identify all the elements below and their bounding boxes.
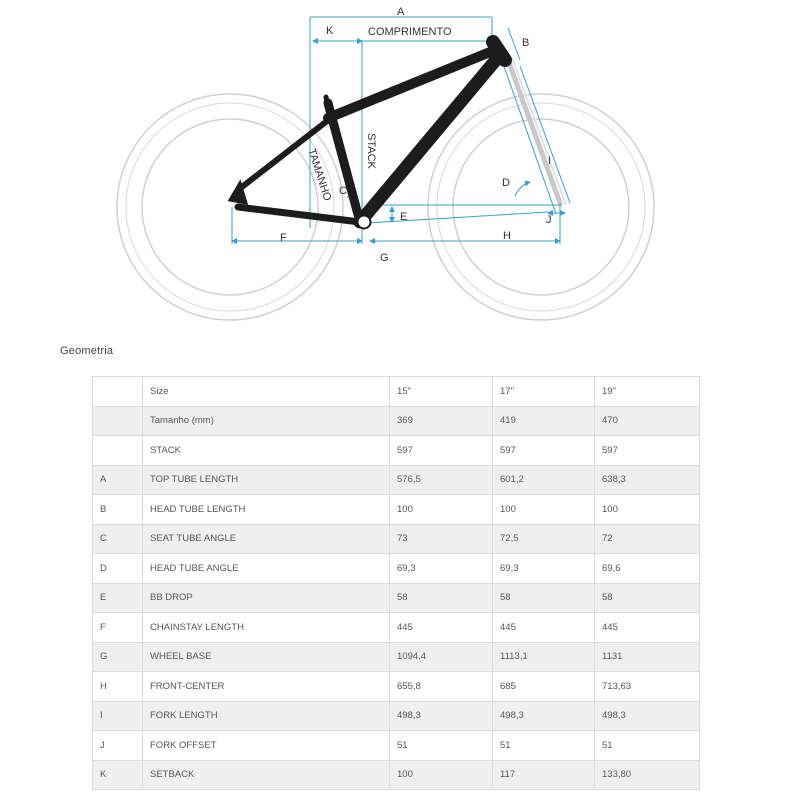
table-cell: B xyxy=(93,495,143,525)
table-cell: 100 xyxy=(595,495,700,525)
table-cell xyxy=(93,436,143,466)
table-cell: 576,5 xyxy=(390,465,493,495)
table-cell: 445 xyxy=(595,613,700,643)
table-cell: 58 xyxy=(390,583,493,613)
table-row xyxy=(93,613,700,643)
table-row xyxy=(93,495,700,525)
table-cell: F xyxy=(93,613,143,643)
table-cell: 69,3 xyxy=(493,554,595,584)
fork xyxy=(508,58,566,205)
table-cell: D xyxy=(93,554,143,584)
table-cell: 498,3 xyxy=(493,701,595,731)
table-cell: SETBACK xyxy=(143,760,390,790)
bottom-bracket xyxy=(358,216,371,229)
table-cell: BB DROP xyxy=(143,583,390,613)
table-header-cell: 19" xyxy=(595,377,700,407)
table-cell: I xyxy=(93,701,143,731)
table-row xyxy=(93,465,700,495)
table-cell: 601,2 xyxy=(493,465,595,495)
table-cell: FORK LENGTH xyxy=(143,701,390,731)
table-cell: 470 xyxy=(595,406,700,436)
table-row xyxy=(93,642,700,672)
rear-wheel xyxy=(117,94,343,320)
table-cell: 117 xyxy=(493,760,595,790)
table-cell xyxy=(93,406,143,436)
table-cell: 685 xyxy=(493,672,595,702)
table-cell: A xyxy=(93,465,143,495)
table-cell: 100 xyxy=(493,495,595,525)
label-f: F xyxy=(280,232,287,244)
bike-geometry-diagram xyxy=(0,0,800,330)
table-cell: 597 xyxy=(595,436,700,466)
table-row xyxy=(93,436,700,466)
table-row xyxy=(93,583,700,613)
table-cell: STACK xyxy=(143,436,390,466)
table-cell: 100 xyxy=(390,495,493,525)
table-header-cell: 15" xyxy=(390,377,493,407)
table-cell: CHAINSTAY LENGTH xyxy=(143,613,390,643)
front-wheel xyxy=(428,94,654,320)
table-cell: FRONT-CENTER xyxy=(143,672,390,702)
table-cell: 69,6 xyxy=(595,554,700,584)
table-cell: 445 xyxy=(390,613,493,643)
table-header-cell: 17" xyxy=(493,377,595,407)
table-cell: 655,8 xyxy=(390,672,493,702)
table-cell: FORK OFFSET xyxy=(143,731,390,761)
table-cell: HEAD TUBE LENGTH xyxy=(143,495,390,525)
table-cell: 58 xyxy=(493,583,595,613)
table-cell: 133,80 xyxy=(595,760,700,790)
label-comprimento: COMPRIMENTO xyxy=(368,26,452,38)
table-cell: 51 xyxy=(595,731,700,761)
table-row xyxy=(93,554,700,584)
table-row xyxy=(93,760,700,790)
geometry-table xyxy=(92,376,700,790)
table-cell: 73 xyxy=(390,524,493,554)
table-cell: C xyxy=(93,524,143,554)
table-cell: 1131 xyxy=(595,642,700,672)
label-k: K xyxy=(326,25,334,37)
bike-frame xyxy=(230,42,505,222)
table-cell: 369 xyxy=(390,406,493,436)
table-cell: 445 xyxy=(493,613,595,643)
section-title: Geometria xyxy=(60,345,114,357)
table-cell: K xyxy=(93,760,143,790)
table-cell: G xyxy=(93,642,143,672)
table-cell: 100 xyxy=(390,760,493,790)
table-cell: 419 xyxy=(493,406,595,436)
table-cell: 69,3 xyxy=(390,554,493,584)
table-cell: Tamanho (mm) xyxy=(143,406,390,436)
table-cell: SEAT TUBE ANGLE xyxy=(143,524,390,554)
table-cell: 498,3 xyxy=(390,701,493,731)
table-cell: J xyxy=(93,731,143,761)
table-row xyxy=(93,701,700,731)
table-cell: 1094,4 xyxy=(390,642,493,672)
table-cell: 597 xyxy=(390,436,493,466)
table-cell: H xyxy=(93,672,143,702)
label-a: A xyxy=(397,6,405,18)
table-cell: TOP TUBE LENGTH xyxy=(143,465,390,495)
table-row xyxy=(93,406,700,436)
label-c: C xyxy=(339,185,347,197)
label-i: I xyxy=(548,155,552,167)
table-row xyxy=(93,672,700,702)
table-cell: 638,3 xyxy=(595,465,700,495)
table-cell: 1113,1 xyxy=(493,642,595,672)
table-row xyxy=(93,524,700,554)
table-cell: 713,63 xyxy=(595,672,700,702)
table-row xyxy=(93,731,700,761)
table-cell: 597 xyxy=(493,436,595,466)
table-cell: WHEEL BASE xyxy=(143,642,390,672)
table-cell: 58 xyxy=(595,583,700,613)
label-e: E xyxy=(400,211,408,223)
table-cell: 51 xyxy=(390,731,493,761)
table-header-cell: Size xyxy=(143,377,390,407)
label-stack: STACK xyxy=(365,133,377,169)
table-cell: 498,3 xyxy=(595,701,700,731)
table-header-cell xyxy=(93,377,143,407)
table-cell: 51 xyxy=(493,731,595,761)
label-h: H xyxy=(503,230,511,242)
table-header-row xyxy=(93,377,700,407)
label-b: B xyxy=(522,37,530,49)
label-d: D xyxy=(502,177,510,189)
label-tamanho: TAMANHO xyxy=(305,147,334,203)
table-cell: 72 xyxy=(595,524,700,554)
table-cell: E xyxy=(93,583,143,613)
table-cell: HEAD TUBE ANGLE xyxy=(143,554,390,584)
label-j: J xyxy=(546,214,552,226)
table-cell: 72,5 xyxy=(493,524,595,554)
label-g: G xyxy=(380,252,389,264)
